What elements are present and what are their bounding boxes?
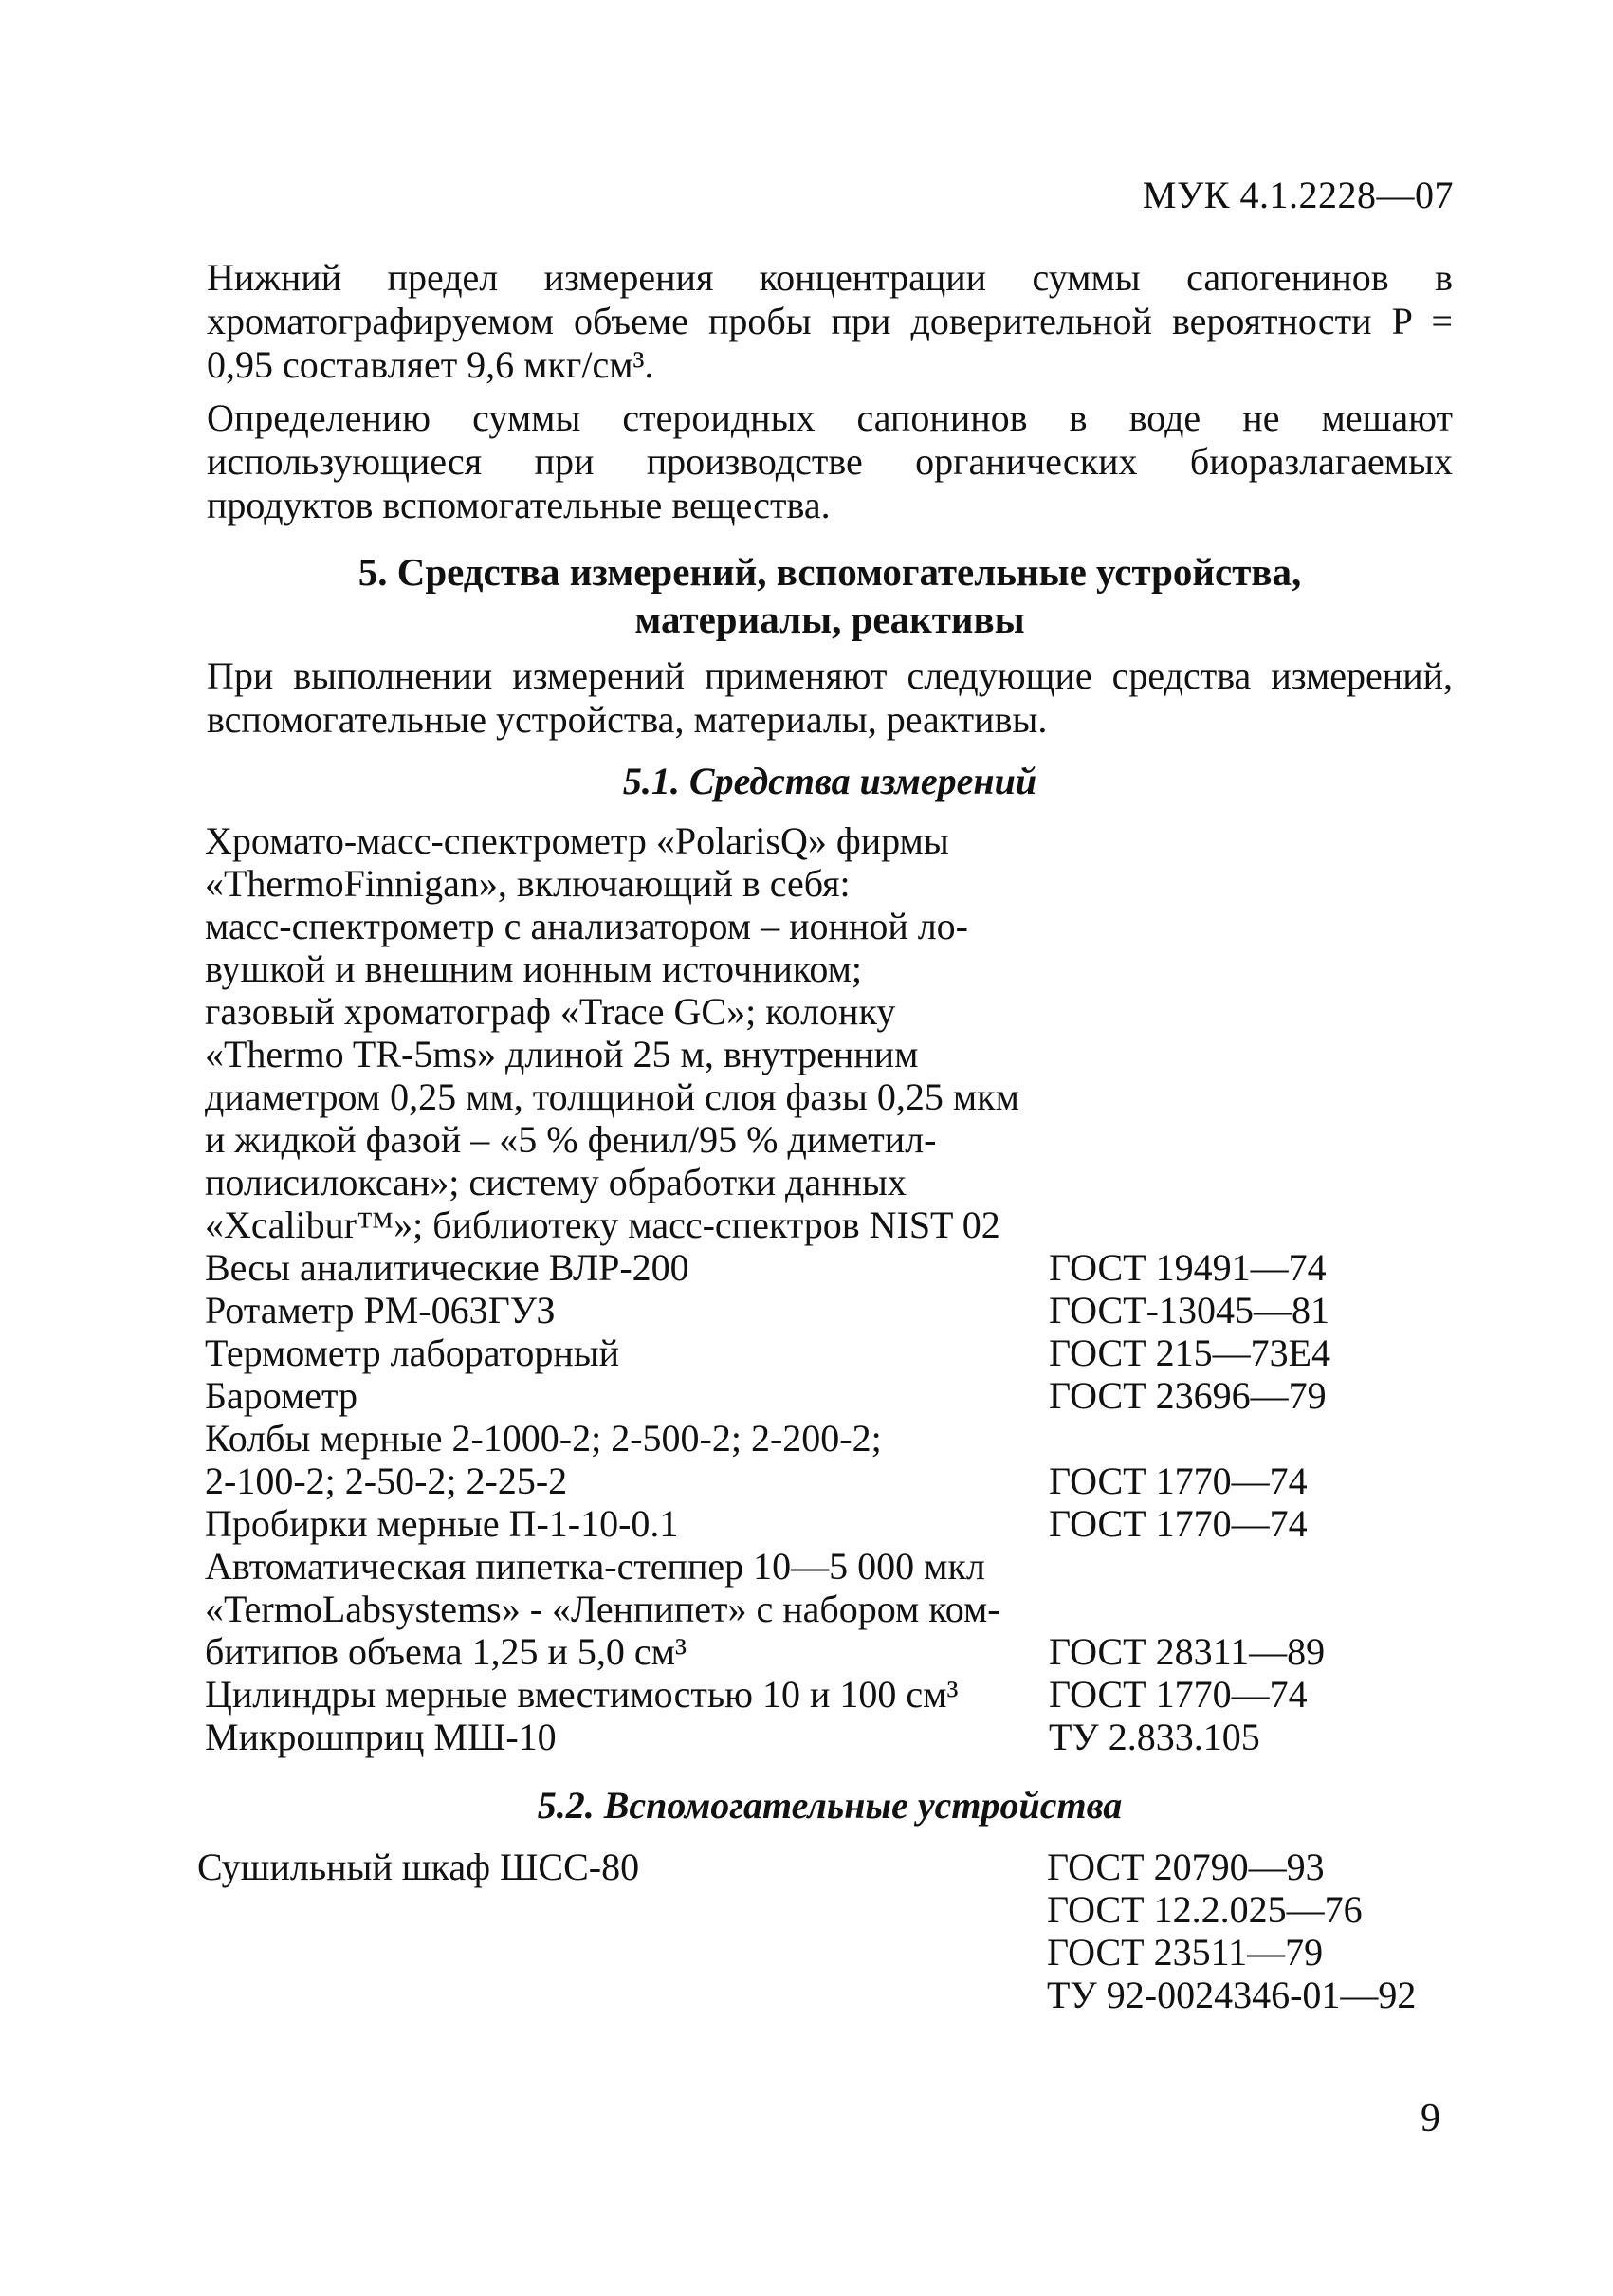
paragraph-means-intro: При выполнении измерений применяют следующие средства измерений, вспомогательные устройства, материалы, реактивы. [207,654,1453,741]
instrument-row [205,1588,1457,1630]
section-5-title [207,548,1453,643]
standard-reference: ГОСТ 1770—74 [1049,1502,1308,1545]
instrument-row [205,1332,1457,1374]
device-row [197,1931,1458,1974]
instrument-row [205,1716,1457,1758]
standard-reference: ГОСТ-13045—81 [1049,1289,1329,1332]
description-line: «Xcalibur™»; библиотеку масс-спектров NIST 02 [205,1203,1000,1246]
section-5-title-line2: материалы, реактивы [634,597,1025,641]
standard-reference: ГОСТ 20790—93 [1047,1846,1325,1888]
standard-reference: ГОСТ 23511—79 [1047,1931,1324,1974]
standard-reference: ГОСТ 19491—74 [1049,1246,1327,1289]
description-line: масс-спектрометр с анализатором – ионной ло- [205,905,968,947]
standard-reference: ГОСТ 23696—79 [1049,1374,1327,1417]
instrument-name: Весы аналитические ВЛР-200 [205,1246,689,1289]
instrument-row [205,1630,1457,1673]
device-name: Сушильный шкаф ШСС-80 [197,1846,640,1888]
device-row [197,1974,1458,2016]
instrument-name: «TermoLabsystems» - «Ленпипет» с набором ком- [205,1588,1000,1630]
standard-reference: ТУ 92-0024346-01—92 [1047,1974,1417,2016]
instrument-name: Колбы мерные 2-1000-2; 2-500-2; 2-200-2; [205,1417,882,1460]
standard-reference: ГОСТ 28311—89 [1049,1630,1326,1673]
page-number: 9 [1421,2097,1440,2140]
instrument-name: Микрошприц МШ-10 [205,1716,557,1758]
description-line: полисилоксан»; систему обработки данных [205,1161,907,1203]
auxiliary-devices-list [197,1846,1458,2016]
standard-reference: ГОСТ 215—73Е4 [1049,1332,1331,1374]
instrument-row [205,1374,1457,1417]
instrument-name: 2-100-2; 2-50-2; 2-25-2 [205,1460,568,1502]
instrument-name: Барометр [205,1374,357,1417]
standard-reference: ГОСТ 1770—74 [1049,1460,1308,1502]
standard-reference: ГОСТ 12.2.025—76 [1047,1888,1363,1931]
instrument-row [205,1502,1457,1545]
description-line: «Thermo TR-5ms» длиной 25 м, внутренним [205,1033,919,1075]
instrument-row [205,1289,1457,1332]
device-row [197,1846,1458,1888]
description-line: «ThermoFinnigan», включающий в себя: [205,862,851,905]
description-line: газовый хроматограф «Trace GC»; колонку [205,990,896,1033]
instrument-name: Пробирки мерные П-1-10-0.1 [205,1502,679,1545]
instrument-name: Автоматическая пипетка-степпер 10—5 000 мкл [205,1545,985,1588]
description-line: вушкой и внешним ионным источником; [205,947,862,990]
instrument-name: Ротаметр РМ-063ГУЗ [205,1289,556,1332]
paragraph-detection-limit: Нижний предел измерения концентрации суммы сапогенинов в хроматографируемом объеме пробы при доверительной вероятности P = 0,95 составляет 9,6 мкг/см³. [207,256,1453,386]
instrument-description [205,819,1457,1246]
device-row [197,1888,1458,1931]
description-line: Хромато-масс-спектрометр «PolarisQ» фирмы [205,819,949,862]
standard-reference: ТУ 2.833.105 [1049,1716,1260,1758]
instrument-row [205,1545,1457,1588]
instrument-name: Цилиндры мерные вместимостью 10 и 100 см³ [205,1673,959,1716]
subsection-5-1-title: 5.1. Средства измерений [622,760,1037,802]
standard-reference: ГОСТ 1770—74 [1049,1673,1308,1716]
instrument-row [205,1673,1457,1716]
instrument-row [205,1460,1457,1502]
section-5-title-line1: 5. Средства измерений, вспомогательные устройства, [357,550,1302,594]
description-line: диаметром 0,25 мм, толщиной слоя фазы 0,25 мкм [205,1075,1019,1118]
instrument-name: Термометр лабораторный [205,1332,620,1374]
instrument-row [205,1417,1457,1460]
subsection-5-2-title: 5.2. Вспомогательные устройства [537,1784,1123,1827]
instrument-name: битипов объема 1,25 и 5,0 см³ [205,1630,687,1673]
description-line: и жидкой фазой – «5 % фенил/95 % диметил- [205,1118,937,1161]
measuring-instruments-list [205,819,1457,1758]
instrument-row [205,1246,1457,1289]
paragraph-interference: Определению суммы стероидных сапонинов в воде не мешают использующиеся при производстве органических биоразлагаемых продуктов вспомогательные вещества. [207,396,1453,526]
document-code: МУК 4.1.2228—07 [1142,174,1454,216]
